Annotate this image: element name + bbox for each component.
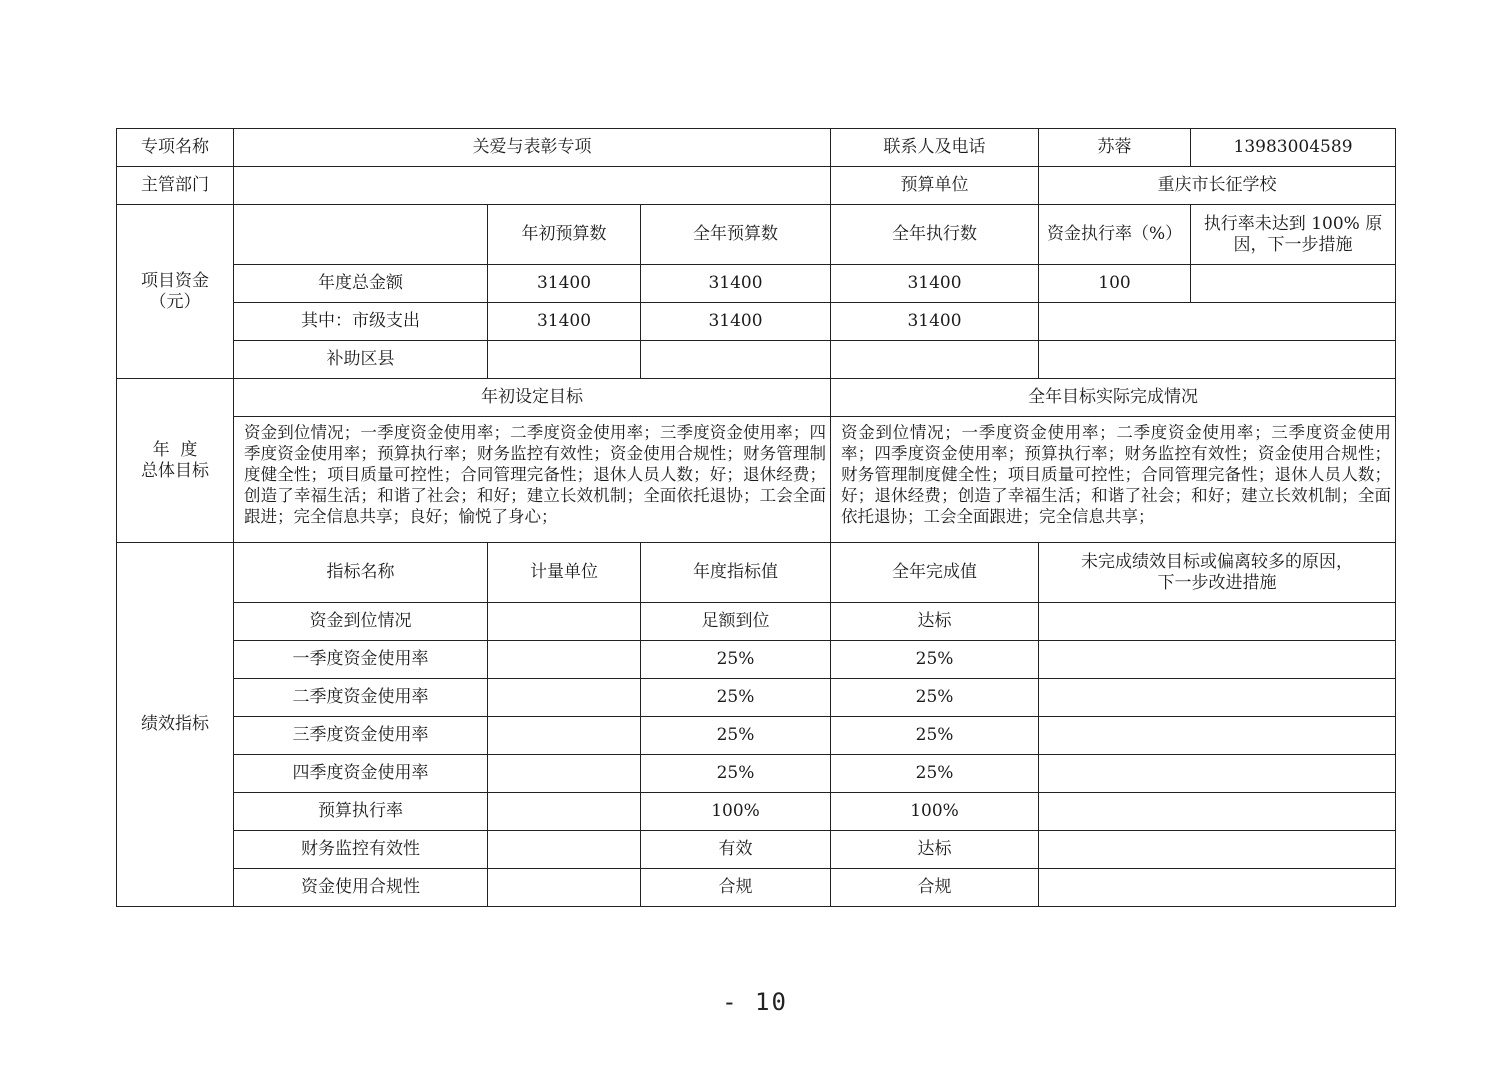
budget-unit-label: 预算单位 [831,167,1039,205]
budget-unit-value: 重庆市长征学校 [1039,167,1396,205]
indicator-reason [1039,717,1396,755]
funds-annual-value [641,341,831,379]
contact-label: 联系人及电话 [831,129,1039,167]
indicator-reason [1039,755,1396,793]
goals-label-line1: 年 度 [152,439,198,460]
funds-label-line1: 项目资金 [141,270,209,291]
funds-initial-value: 31400 [488,265,641,303]
indicator-name: 二季度资金使用率 [234,679,488,717]
indicator-unit [488,603,641,641]
indicator-col-reason-line2: 下一步改进措施 [1157,572,1277,593]
indicator-name: 一季度资金使用率 [234,641,488,679]
indicator-actual: 25% [831,679,1039,717]
funds-col-annual: 全年预算数 [641,205,831,265]
funds-corner-cell [234,205,488,265]
indicator-actual: 25% [831,755,1039,793]
indicator-unit [488,717,641,755]
indicator-target: 25% [641,717,831,755]
department-row [117,167,1396,205]
indicators-section-label: 绩效指标 [117,543,234,907]
indicator-name: 四季度资金使用率 [234,755,488,793]
indicator-actual: 100% [831,793,1039,831]
funds-rate-value [1039,341,1396,379]
funds-section-label [117,205,234,379]
indicator-target: 100% [641,793,831,831]
indicator-actual: 合规 [831,869,1039,907]
indicator-row [117,603,1396,641]
indicator-row [117,717,1396,755]
indicator-unit [488,679,641,717]
indicator-unit [488,831,641,869]
indicator-row [117,793,1396,831]
funds-col-initial: 年初预算数 [488,205,641,265]
project-name-label: 专项名称 [117,129,234,167]
funds-annual-value: 31400 [641,265,831,303]
indicator-row [117,869,1396,907]
goals-label-line2: 总体目标 [141,460,209,481]
funds-rate-value: 100 [1039,265,1191,303]
contact-phone: 13983004589 [1191,129,1396,167]
funds-initial-value [488,341,641,379]
funds-rate-value [1039,303,1396,341]
indicator-target: 足额到位 [641,603,831,641]
funds-row-total [117,265,1396,303]
funds-reason-value [1191,265,1396,303]
goals-section-label [117,379,234,543]
indicator-col-reason [1039,543,1396,603]
indicator-name: 资金到位情况 [234,603,488,641]
funds-col-rate: 资金执行率（%） [1039,205,1191,265]
indicator-target: 25% [641,679,831,717]
indicator-unit [488,869,641,907]
project-name-value: 关爱与表彰专项 [234,129,831,167]
funds-label-line2: （元） [149,291,201,312]
department-value [234,167,831,205]
page-number: - 10 [722,988,788,1016]
goals-set-text: 资金到位情况；一季度资金使用率；二季度资金使用率；三季度资金使用率；四季度资金使用率；预算执行率；财务监控有效性；资金使用合规性；财务管理制度健全性；项目质量可控性；合同管理完备性；退休人员人数；好；退休经费；创造了幸福生活；和谐了社会；和好；建立长效机制；全面依托退协；工会全面跟进；完全信息共享；良好；愉悦了身心； [234,417,831,543]
indicator-target: 25% [641,755,831,793]
indicator-col-name: 指标名称 [234,543,488,603]
indicator-target: 合规 [641,869,831,907]
indicator-row [117,755,1396,793]
funds-row-label: 年度总金额 [234,265,488,303]
indicator-unit [488,641,641,679]
indicator-reason [1039,679,1396,717]
funds-row-label: 其中：市级支出 [234,303,488,341]
funds-executed-value [831,341,1039,379]
indicator-actual: 25% [831,717,1039,755]
indicator-actual: 达标 [831,603,1039,641]
indicator-reason [1039,603,1396,641]
contact-name: 苏蓉 [1039,129,1191,167]
goals-header-row [117,379,1396,417]
indicator-target: 25% [641,641,831,679]
project-row [117,129,1396,167]
indicator-actual: 25% [831,641,1039,679]
department-label: 主管部门 [117,167,234,205]
indicator-col-target: 年度指标值 [641,543,831,603]
indicator-reason [1039,831,1396,869]
funds-annual-value: 31400 [641,303,831,341]
performance-table [116,128,1396,907]
funds-row-district [117,341,1396,379]
indicator-row [117,831,1396,869]
funds-initial-value: 31400 [488,303,641,341]
goals-actual-text: 资金到位情况；一季度资金使用率；二季度资金使用率；三季度资金使用率；四季度资金使用率；预算执行率；财务监控有效性；资金使用合规性；财务管理制度健全性；项目质量可控性；合同管理完备性；退休人员人数；好；退休经费；创造了幸福生活；和谐了社会；和好；建立长效机制；全面依托退协；工会全面跟进；完全信息共享； [831,417,1396,543]
indicator-col-actual: 全年完成值 [831,543,1039,603]
indicator-row [117,679,1396,717]
indicator-name: 财务监控有效性 [234,831,488,869]
funds-executed-value: 31400 [831,265,1039,303]
goals-text-row [117,417,1396,543]
indicator-reason [1039,641,1396,679]
indicator-actual: 达标 [831,831,1039,869]
goals-set-header: 年初设定目标 [234,379,831,417]
funds-row-city [117,303,1396,341]
funds-executed-value: 31400 [831,303,1039,341]
indicator-target: 有效 [641,831,831,869]
indicator-row [117,641,1396,679]
indicator-name: 预算执行率 [234,793,488,831]
funds-col-executed: 全年执行数 [831,205,1039,265]
indicator-name: 三季度资金使用率 [234,717,488,755]
indicator-unit [488,793,641,831]
indicator-reason [1039,793,1396,831]
indicators-header-row [117,543,1396,603]
funds-col-reason: 执行率未达到 100% 原因，下一步措施 [1191,205,1396,265]
funds-header-row [117,205,1396,265]
funds-row-label: 补助区县 [234,341,488,379]
indicator-col-unit: 计量单位 [488,543,641,603]
goals-actual-header: 全年目标实际完成情况 [831,379,1396,417]
indicator-name: 资金使用合规性 [234,869,488,907]
indicator-unit [488,755,641,793]
indicator-col-reason-line1: 未完成绩效目标或偏离较多的原因， [1081,551,1354,572]
indicator-reason [1039,869,1396,907]
